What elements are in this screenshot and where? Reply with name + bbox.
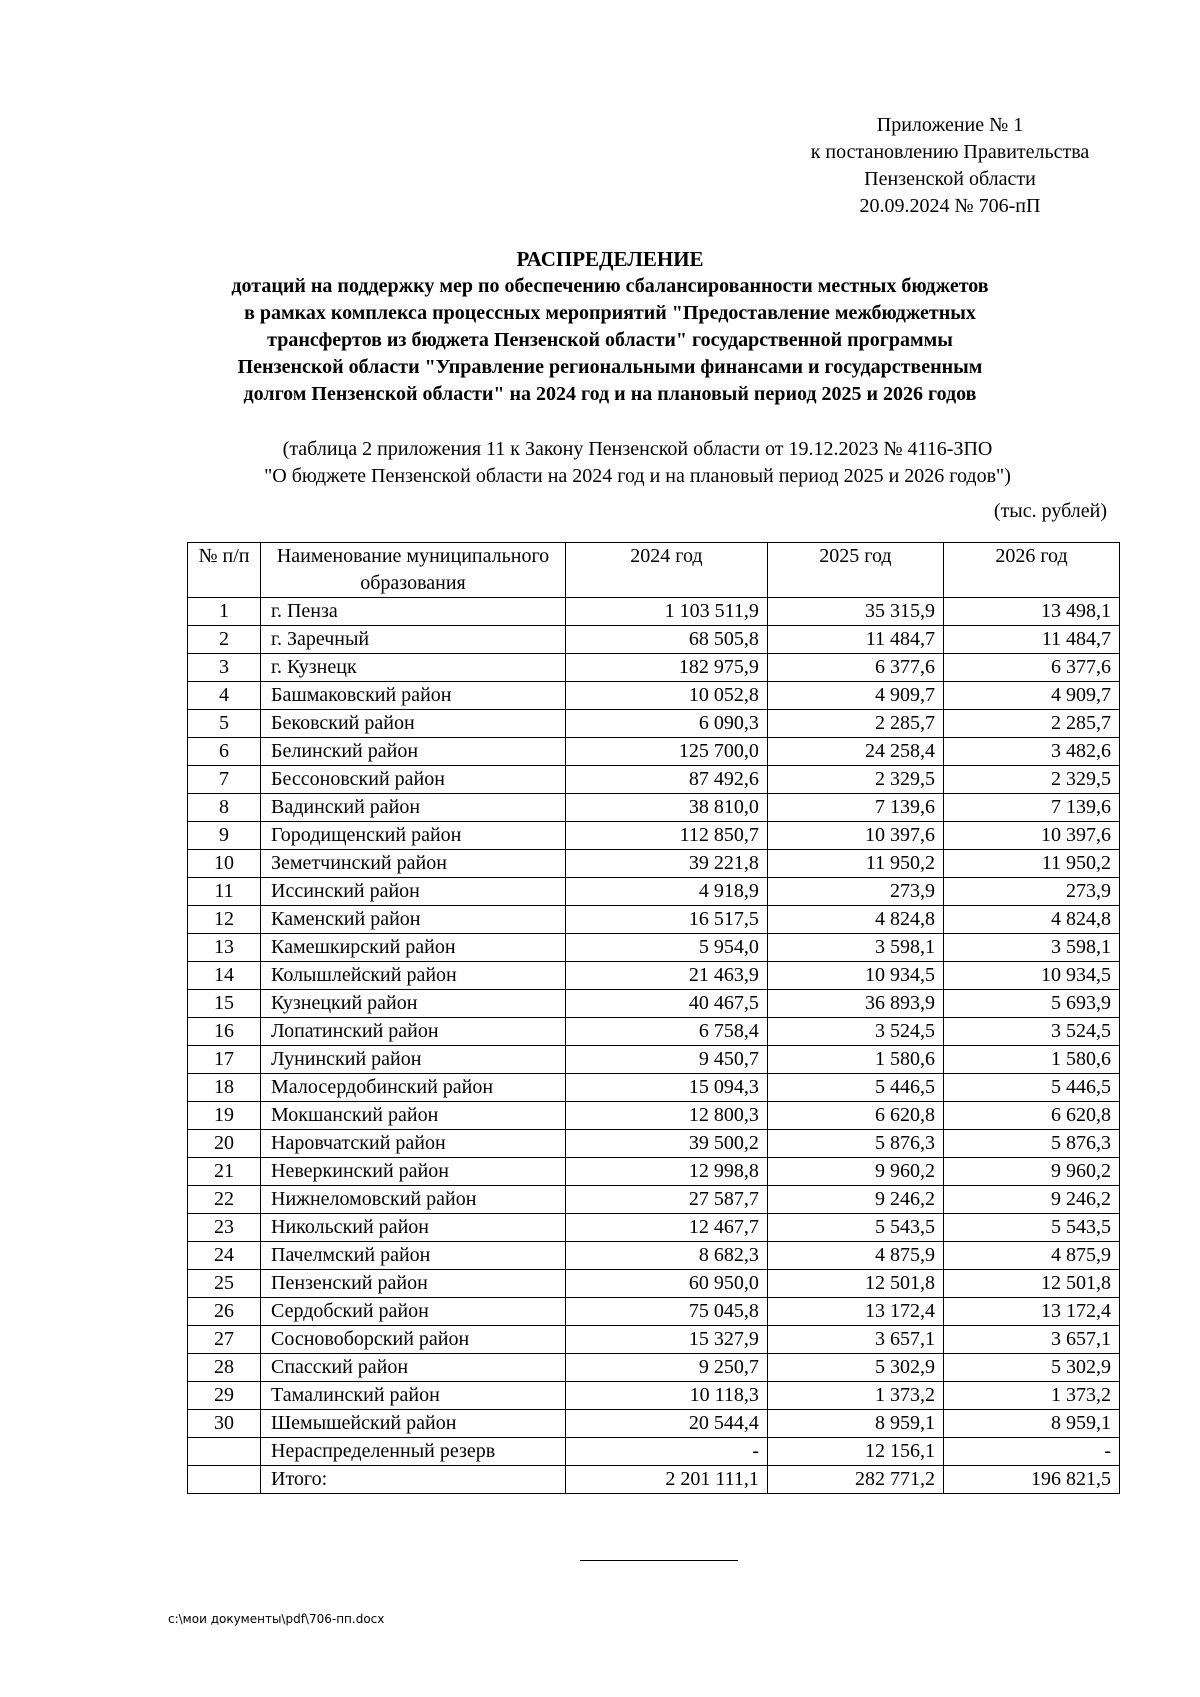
table-row: [188, 766, 1120, 794]
title-line-4: Пензенской области "Управление региональными финансами и государственным: [237, 356, 983, 378]
cell-2025: 3 657,1: [767, 1326, 943, 1354]
cell-2024: 15 327,9: [566, 1326, 768, 1354]
cell-2025: 3 598,1: [767, 934, 943, 962]
cell-name: Камешкирский район: [261, 934, 566, 962]
cell-2026: 5 693,9: [943, 990, 1119, 1018]
cell-2025: 4 875,9: [767, 1242, 943, 1270]
cell-2026: 1 580,6: [943, 1046, 1119, 1074]
table-row: [188, 654, 1120, 682]
table-row: [188, 850, 1120, 878]
cell-num: 4: [188, 682, 261, 710]
cell-2025: 5 446,5: [767, 1074, 943, 1102]
cell-2024: 39 221,8: [566, 850, 768, 878]
cell-2026: 4 909,7: [943, 682, 1119, 710]
distribution-table: [187, 542, 1120, 1494]
cell-name: Нижнеломовский район: [261, 1186, 566, 1214]
cell-2024: 12 800,3: [566, 1102, 768, 1130]
cell-2026: 196 821,5: [943, 1466, 1119, 1494]
cell-2025: 5 302,9: [767, 1354, 943, 1382]
cell-name: Сосновоборский район: [261, 1326, 566, 1354]
cell-2025: 35 315,9: [767, 598, 943, 626]
header-2025: 2025 год: [767, 543, 943, 598]
table-row: [188, 1130, 1120, 1158]
table-row: [188, 822, 1120, 850]
cell-2026: 13 172,4: [943, 1298, 1119, 1326]
cell-num: 7: [188, 766, 261, 794]
table-row: [188, 738, 1120, 766]
document-title: [160, 246, 1060, 408]
cell-2024: 10 052,8: [566, 682, 768, 710]
cell-2024: 27 587,7: [566, 1186, 768, 1214]
table-row: [188, 598, 1120, 626]
cell-2024: 38 810,0: [566, 794, 768, 822]
cell-2025: 2 329,5: [767, 766, 943, 794]
cell-num: 3: [188, 654, 261, 682]
footer-file-path: c:\мои документы\pdf\706-пп.docx: [168, 1612, 385, 1626]
cell-2025: 1 373,2: [767, 1382, 943, 1410]
cell-name: Башмаковский район: [261, 682, 566, 710]
table-row: [188, 1102, 1120, 1130]
cell-2026: 5 876,3: [943, 1130, 1119, 1158]
cell-2026: 6 620,8: [943, 1102, 1119, 1130]
cell-2026: 5 302,9: [943, 1354, 1119, 1382]
cell-2026: 5 446,5: [943, 1074, 1119, 1102]
table-row: [188, 682, 1120, 710]
source-line-1: (таблица 2 приложения 11 к Закону Пензенской области от 19.12.2023 № 4116-ЗПО: [282, 438, 993, 460]
header-2024: 2024 год: [566, 543, 768, 598]
title-line-3: трансфертов из бюджета Пензенской области" государственной программы: [267, 329, 953, 351]
table-row: [188, 1466, 1120, 1494]
cell-name: Сердобский район: [261, 1298, 566, 1326]
cell-2024: 12 998,8: [566, 1158, 768, 1186]
cell-num: 21: [188, 1158, 261, 1186]
table-row: [188, 1074, 1120, 1102]
cell-num: 1: [188, 598, 261, 626]
table-row: [188, 1186, 1120, 1214]
cell-num: 17: [188, 1046, 261, 1074]
cell-name: Колышлейский район: [261, 962, 566, 990]
cell-2024: 75 045,8: [566, 1298, 768, 1326]
cell-2026: 2 285,7: [943, 710, 1119, 738]
cell-2026: 6 377,6: [943, 654, 1119, 682]
cell-2025: 273,9: [767, 878, 943, 906]
cell-name: Вадинский район: [261, 794, 566, 822]
source-reference: [150, 436, 1125, 490]
cell-2024: 1 103 511,9: [566, 598, 768, 626]
table-row: [188, 626, 1120, 654]
table-row: [188, 710, 1120, 738]
table-row: [188, 1158, 1120, 1186]
table-row: [188, 990, 1120, 1018]
cell-name: Тамалинский район: [261, 1382, 566, 1410]
cell-2026: 2 329,5: [943, 766, 1119, 794]
table-row: [188, 1354, 1120, 1382]
cell-name: Лопатинский район: [261, 1018, 566, 1046]
cell-2026: 10 397,6: [943, 822, 1119, 850]
table-row: [188, 878, 1120, 906]
cell-2024: 39 500,2: [566, 1130, 768, 1158]
table-row: [188, 1018, 1120, 1046]
cell-name: Наровчатский район: [261, 1130, 566, 1158]
table-row: [188, 906, 1120, 934]
cell-num: 8: [188, 794, 261, 822]
header-num: № п/п: [188, 543, 261, 598]
cell-2025: 11 950,2: [767, 850, 943, 878]
cell-num: 6: [188, 738, 261, 766]
appendix-line-1: Приложение № 1: [876, 114, 1024, 136]
cell-num: 27: [188, 1326, 261, 1354]
cell-2024: 20 544,4: [566, 1410, 768, 1438]
table-row: [188, 794, 1120, 822]
cell-name: Малосердобинский район: [261, 1074, 566, 1102]
cell-2024: 40 467,5: [566, 990, 768, 1018]
cell-name: Мокшанский район: [261, 1102, 566, 1130]
cell-2025: 4 909,7: [767, 682, 943, 710]
cell-num: 20: [188, 1130, 261, 1158]
cell-2025: 36 893,9: [767, 990, 943, 1018]
cell-name: Бековский район: [261, 710, 566, 738]
cell-2026: 12 501,8: [943, 1270, 1119, 1298]
cell-num: 19: [188, 1102, 261, 1130]
cell-name: Итого:: [261, 1466, 566, 1494]
cell-name: Бессоновский район: [261, 766, 566, 794]
cell-2025: 5 876,3: [767, 1130, 943, 1158]
table-body: [188, 598, 1120, 1494]
cell-2026: 10 934,5: [943, 962, 1119, 990]
cell-num: 12: [188, 906, 261, 934]
table-header-row: [188, 543, 1120, 598]
cell-2024: 8 682,3: [566, 1242, 768, 1270]
cell-2025: 2 285,7: [767, 710, 943, 738]
cell-2025: 6 620,8: [767, 1102, 943, 1130]
cell-2024: 9 450,7: [566, 1046, 768, 1074]
cell-num: 15: [188, 990, 261, 1018]
cell-2024: 9 250,7: [566, 1354, 768, 1382]
cell-num: 29: [188, 1382, 261, 1410]
cell-2025: 1 580,6: [767, 1046, 943, 1074]
cell-2025: 282 771,2: [767, 1466, 943, 1494]
cell-num: 26: [188, 1298, 261, 1326]
cell-2024: 60 950,0: [566, 1270, 768, 1298]
cell-name: Пачелмский район: [261, 1242, 566, 1270]
title-main: РАСПРЕДЕЛЕНИЕ: [516, 247, 704, 271]
header-2026: 2026 год: [943, 543, 1119, 598]
cell-2024: 6 758,4: [566, 1018, 768, 1046]
cell-num: [188, 1466, 261, 1494]
cell-2024: 21 463,9: [566, 962, 768, 990]
header-name: Наименование муниципального образования: [261, 543, 566, 598]
cell-2024: 5 954,0: [566, 934, 768, 962]
cell-2024: 16 517,5: [566, 906, 768, 934]
cell-name: Земетчинский район: [261, 850, 566, 878]
cell-num: 24: [188, 1242, 261, 1270]
table-row: [188, 1382, 1120, 1410]
cell-num: 16: [188, 1018, 261, 1046]
cell-2024: 2 201 111,1: [566, 1466, 768, 1494]
cell-2025: 12 156,1: [767, 1438, 943, 1466]
cell-2025: 12 501,8: [767, 1270, 943, 1298]
cell-2025: 6 377,6: [767, 654, 943, 682]
cell-2026: 4 875,9: [943, 1242, 1119, 1270]
cell-2026: 9 246,2: [943, 1186, 1119, 1214]
cell-num: 9: [188, 822, 261, 850]
appendix-line-2: к постановлению Правительства: [810, 141, 1090, 163]
cell-2026: 11 950,2: [943, 850, 1119, 878]
table-row: [188, 1242, 1120, 1270]
table-row: [188, 1326, 1120, 1354]
cell-num: 30: [188, 1410, 261, 1438]
cell-2026: 11 484,7: [943, 626, 1119, 654]
cell-2026: 13 498,1: [943, 598, 1119, 626]
cell-2025: 9 960,2: [767, 1158, 943, 1186]
cell-name: Белинский район: [261, 738, 566, 766]
table-row: [188, 1298, 1120, 1326]
cell-2026: 5 543,5: [943, 1214, 1119, 1242]
cell-2026: -: [943, 1438, 1119, 1466]
cell-2026: 4 824,8: [943, 906, 1119, 934]
cell-num: 11: [188, 878, 261, 906]
cell-2025: 10 397,6: [767, 822, 943, 850]
cell-2025: 7 139,6: [767, 794, 943, 822]
cell-2025: 11 484,7: [767, 626, 943, 654]
cell-num: 10: [188, 850, 261, 878]
appendix-block: [770, 112, 1130, 220]
cell-2025: 24 258,4: [767, 738, 943, 766]
table-row: [188, 1438, 1120, 1466]
cell-num: 23: [188, 1214, 261, 1242]
cell-num: 5: [188, 710, 261, 738]
cell-num: 28: [188, 1354, 261, 1382]
source-line-2: "О бюджете Пензенской области на 2024 год и на плановый период 2025 и 2026 годов"): [264, 465, 1011, 487]
cell-name: Неверкинский район: [261, 1158, 566, 1186]
title-line-5: долгом Пензенской области" на 2024 год и на плановый период 2025 и 2026 годов: [243, 383, 977, 405]
cell-num: 25: [188, 1270, 261, 1298]
cell-name: Нераспределенный резерв: [261, 1438, 566, 1466]
cell-name: г. Пенза: [261, 598, 566, 626]
cell-2024: 10 118,3: [566, 1382, 768, 1410]
cell-name: г. Заречный: [261, 626, 566, 654]
cell-name: Лунинский район: [261, 1046, 566, 1074]
cell-num: 13: [188, 934, 261, 962]
appendix-line-3: Пензенской области: [864, 168, 1036, 190]
cell-2024: 125 700,0: [566, 738, 768, 766]
cell-name: Кузнецкий район: [261, 990, 566, 1018]
cell-name: Каменский район: [261, 906, 566, 934]
cell-num: 2: [188, 626, 261, 654]
title-line-2: в рамках комплекса процессных мероприятий "Предоставление межбюджетных: [244, 302, 976, 324]
cell-2025: 9 246,2: [767, 1186, 943, 1214]
cell-2024: 15 094,3: [566, 1074, 768, 1102]
cell-2024: 182 975,9: [566, 654, 768, 682]
end-divider: [580, 1560, 738, 1561]
cell-2025: 13 172,4: [767, 1298, 943, 1326]
cell-2025: 5 543,5: [767, 1214, 943, 1242]
cell-2024: 87 492,6: [566, 766, 768, 794]
cell-2026: 3 657,1: [943, 1326, 1119, 1354]
table-row: [188, 962, 1120, 990]
cell-2025: 3 524,5: [767, 1018, 943, 1046]
cell-name: Иссинский район: [261, 878, 566, 906]
cell-2026: 3 524,5: [943, 1018, 1119, 1046]
title-line-1: дотаций на поддержку мер по обеспечению сбалансированности местных бюджетов: [231, 275, 989, 297]
cell-name: Шемышейский район: [261, 1410, 566, 1438]
cell-2026: 273,9: [943, 878, 1119, 906]
cell-num: [188, 1438, 261, 1466]
cell-2025: 4 824,8: [767, 906, 943, 934]
cell-num: 18: [188, 1074, 261, 1102]
cell-2026: 1 373,2: [943, 1382, 1119, 1410]
cell-2024: 68 505,8: [566, 626, 768, 654]
appendix-line-4: 20.09.2024 № 706-пП: [859, 195, 1041, 217]
cell-2024: 112 850,7: [566, 822, 768, 850]
cell-2024: 6 090,3: [566, 710, 768, 738]
cell-name: г. Кузнецк: [261, 654, 566, 682]
table-row: [188, 1214, 1120, 1242]
cell-2025: 10 934,5: [767, 962, 943, 990]
table-row: [188, 1270, 1120, 1298]
cell-num: 14: [188, 962, 261, 990]
units-label: (тыс. рублей): [993, 500, 1107, 522]
table-row: [188, 1410, 1120, 1438]
cell-2024: -: [566, 1438, 768, 1466]
cell-2026: 7 139,6: [943, 794, 1119, 822]
cell-2024: 4 918,9: [566, 878, 768, 906]
cell-2026: 3 598,1: [943, 934, 1119, 962]
table-row: [188, 934, 1120, 962]
cell-name: Городищенский район: [261, 822, 566, 850]
cell-name: Спасский район: [261, 1354, 566, 1382]
cell-2026: 3 482,6: [943, 738, 1119, 766]
cell-name: Пензенский район: [261, 1270, 566, 1298]
cell-2024: 12 467,7: [566, 1214, 768, 1242]
cell-2026: 9 960,2: [943, 1158, 1119, 1186]
cell-2025: 8 959,1: [767, 1410, 943, 1438]
cell-name: Никольский район: [261, 1214, 566, 1242]
table-row: [188, 1046, 1120, 1074]
cell-num: 22: [188, 1186, 261, 1214]
cell-2026: 8 959,1: [943, 1410, 1119, 1438]
